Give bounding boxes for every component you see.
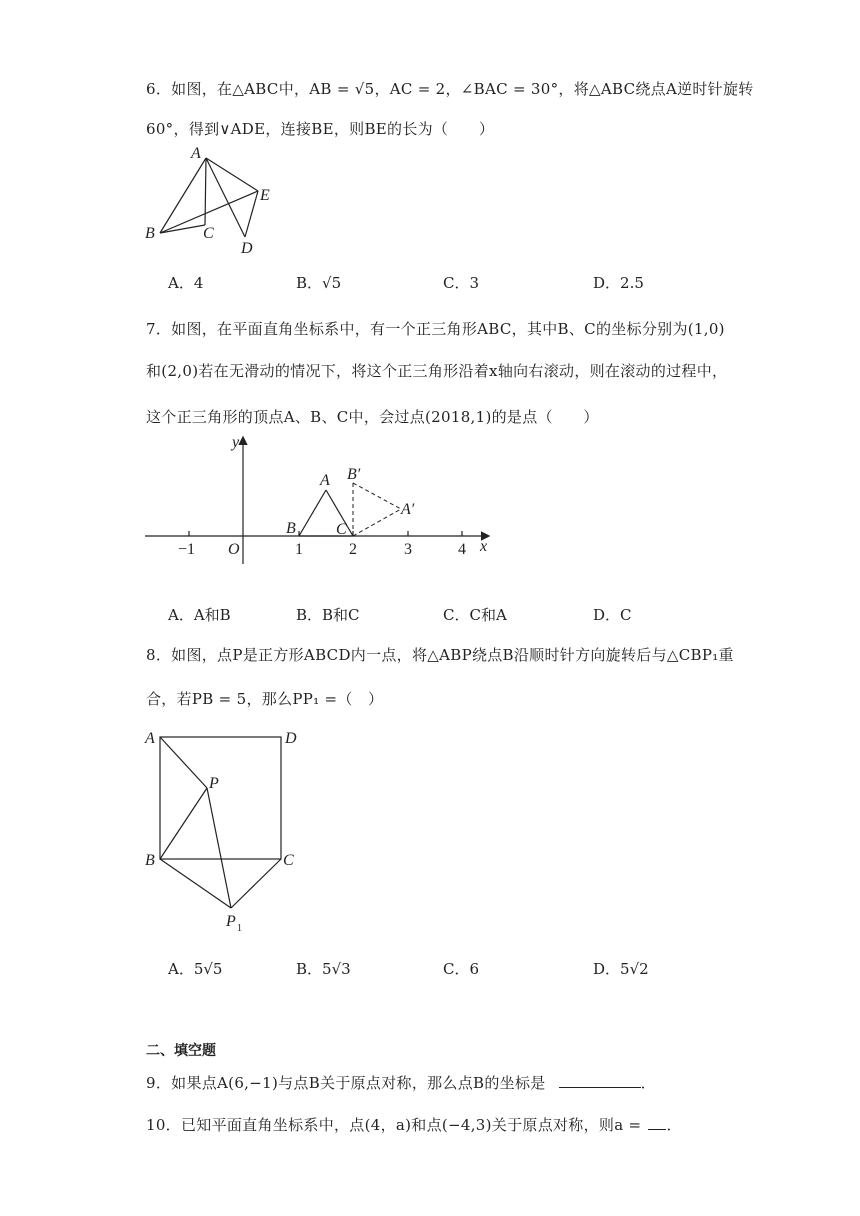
- q7-axis-x: x: [480, 538, 488, 555]
- q8-label-d: D: [285, 730, 297, 747]
- q6-option-d[interactable]: D．2.5: [593, 274, 644, 292]
- q7-tick-1: 1: [295, 541, 303, 558]
- q7-tick-neg1: −1: [178, 541, 196, 558]
- q8-label-p1-subscript: 1: [237, 923, 242, 934]
- q7-option-a[interactable]: A．A和B: [168, 606, 231, 624]
- q6-option-a[interactable]: A．4: [168, 274, 204, 292]
- q7-label-a-prime: A′: [401, 501, 415, 518]
- q10-end: ．: [666, 1116, 682, 1134]
- q8-option-c[interactable]: C．6: [443, 960, 480, 978]
- q7-stem-line2: 和(2,0)若在无滑动的情况下，将这个正三角形沿着x轴向右滚动，则在滚动的过程中，: [146, 362, 728, 380]
- q8-stem-line1: 8．如图，点P是正方形ABCD内一点，将△ABP绕点B沿顺时针方向旋转后与△CBP₁重: [146, 646, 734, 664]
- q7-stem-line3: 这个正三角形的顶点A、B、C中，会过点(2018,1)的是点（ ）: [146, 408, 599, 426]
- q7-option-d[interactable]: D．C: [593, 606, 632, 624]
- q10-text: 10．已知平面直角坐标系中，点(4，a)和点(−4,3)关于原点对称，则a =: [146, 1116, 642, 1134]
- q7-coordinate-figure: [140, 432, 500, 572]
- q6-label-c: C: [203, 225, 214, 242]
- q7-option-b[interactable]: B．B和C: [296, 606, 360, 624]
- q10-answer-blank[interactable]: [648, 1115, 666, 1130]
- q6-option-b[interactable]: B．√5: [296, 274, 342, 292]
- q8-label-b: B: [145, 852, 155, 869]
- q7-origin: O: [228, 541, 240, 558]
- q6-option-c[interactable]: C．3: [443, 274, 480, 292]
- q6-label-e: E: [260, 187, 270, 204]
- q7-label-a: A: [320, 472, 330, 489]
- q6-label-b: B: [145, 225, 155, 242]
- q10-stem: [146, 1114, 682, 1135]
- q6-stem-line2: 60°，得到∨ADE，连接BE，则BE的长为（ ）: [146, 120, 495, 138]
- q8-option-b[interactable]: B．5√3: [296, 960, 351, 978]
- q8-stem-line2: 合，若PB = 5，那么PP₁ =（ ）: [146, 690, 384, 708]
- q7-axis-y: y: [232, 434, 240, 451]
- q8-square-figure: [140, 722, 320, 942]
- q7-label-b-prime: B′: [347, 466, 361, 483]
- q8-label-p1: P: [226, 913, 236, 930]
- q7-label-c: C: [336, 521, 347, 538]
- q6-stem-line1: 6．如图，在△ABC中，AB = √5，AC = 2，∠BAC = 30°，将△ABC绕点A逆时针旋转: [146, 80, 754, 98]
- q6-figure: [140, 140, 290, 260]
- q7-stem-line1: 7．如图，在平面直角坐标系中，有一个正三角形ABC，其中B、C的坐标分别为(1,0): [146, 320, 725, 338]
- q7-tick-3: 3: [404, 541, 412, 558]
- q9-stem: [146, 1072, 656, 1093]
- q6-label-d: D: [241, 240, 253, 257]
- q9-text: 9．如果点A(6,−1)与点B关于原点对称，那么点B的坐标是: [146, 1074, 546, 1092]
- q6-label-a: A: [191, 145, 201, 162]
- section-fill-in-blank-heading: 二、填空题: [146, 1043, 216, 1059]
- q8-label-a: A: [145, 730, 155, 747]
- q8-option-d[interactable]: D．5√2: [593, 960, 649, 978]
- q8-option-a[interactable]: A．5√5: [168, 960, 223, 978]
- q7-tick-2: 2: [349, 541, 357, 558]
- q8-label-c: C: [283, 852, 294, 869]
- q9-answer-blank[interactable]: [559, 1073, 641, 1088]
- q9-end: ．: [640, 1074, 656, 1092]
- q7-tick-4: 4: [458, 541, 466, 558]
- q8-label-p: P: [209, 775, 219, 792]
- q7-option-c[interactable]: C．C和A: [443, 606, 507, 624]
- q7-label-b: B: [286, 520, 296, 537]
